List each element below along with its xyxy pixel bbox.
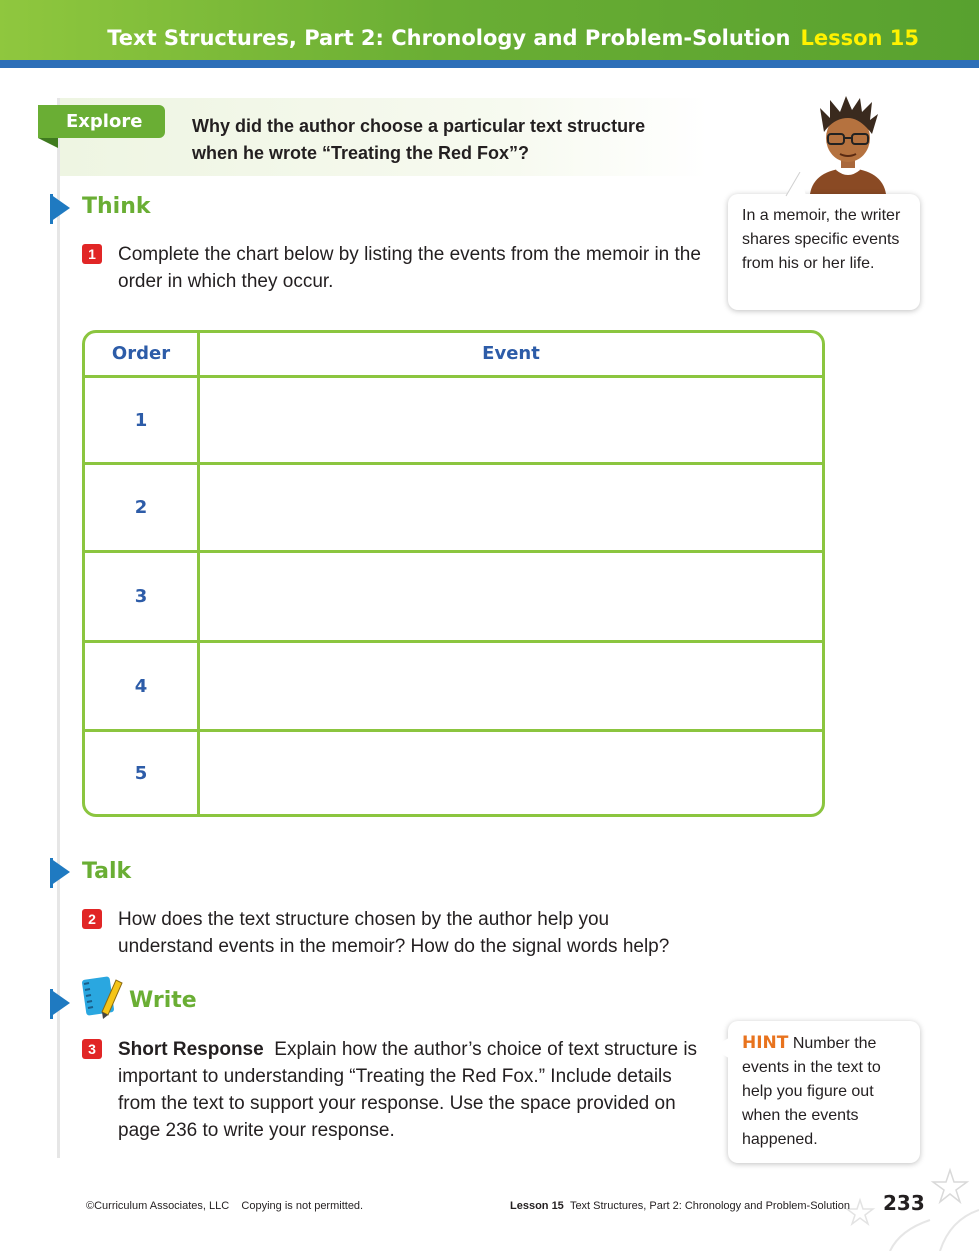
chart-order-4: 4: [134, 675, 148, 697]
talk-flag-stem: [50, 858, 53, 888]
hint-bubble-tail: [712, 1036, 732, 1060]
explore-question-line1: Why did the author choose a particular text structure: [192, 116, 646, 136]
page-number: 233: [883, 1191, 925, 1215]
memoir-note-bubble: [728, 194, 920, 310]
header-stripe: [0, 60, 979, 68]
chart-event-4[interactable]: [200, 643, 822, 729]
chart-event-2[interactable]: [200, 465, 822, 550]
talk-question: How does the text structure chosen by the author help you understand events in the memoir? How do the signal words help?: [118, 909, 670, 957]
short-response-label: Short Response: [118, 1039, 264, 1060]
chart-order-2: 2: [134, 497, 148, 518]
hint-label: HINT: [742, 1033, 789, 1053]
explore-tab-fold: [38, 138, 58, 148]
talk-flag-icon: [50, 858, 70, 886]
chart-row: [85, 732, 822, 814]
footer-lesson-info: [510, 1200, 850, 1212]
explore-question-line2: when he wrote “Treating the Red Fox”?: [192, 143, 530, 163]
question-number-1: 1: [82, 244, 102, 264]
write-title: Write: [129, 988, 197, 1013]
hint-bubble: [728, 1021, 920, 1163]
think-question: Complete the chart below by listing the events from the memoir in the order in which they occur.: [118, 244, 701, 292]
explore-question: [192, 113, 712, 167]
write-flag-icon: [50, 989, 70, 1017]
chart-row: [85, 643, 822, 729]
memoir-note-text: In a memoir, the writer shares specific events from his or her life.: [742, 207, 901, 272]
notebook-pencil-icon: [80, 972, 124, 1020]
question-number-3: 3: [82, 1039, 102, 1059]
chart-order-5: 5: [134, 762, 148, 784]
write-question-text: Explain how the author’s choice of text structure is important to understanding “Treating the Red Fox.” Include details from the text to support your response. Use the space provided on page 236 to write your response.: [118, 1039, 698, 1141]
bubble-tail: [782, 172, 808, 198]
lesson-title: Text Structures, Part 2: Chronology and Problem-Solution: [107, 26, 791, 50]
think-flag-icon: [50, 194, 70, 222]
write-question: [118, 1036, 713, 1144]
chart-event-1[interactable]: [200, 378, 822, 462]
lesson-number: Lesson 15: [800, 26, 919, 50]
chart-row: [85, 553, 822, 640]
chart-row: [85, 465, 822, 550]
chart-order-3: 3: [134, 586, 148, 607]
hint-text: Number the events in the text to help you figure out when the events happened.: [742, 1035, 881, 1148]
explore-tab: Explore: [38, 105, 165, 138]
think-title: Think: [82, 194, 151, 219]
write-flag-stem: [50, 989, 53, 1019]
chart-header-row: [85, 333, 822, 378]
question-number-2: 2: [82, 909, 102, 929]
chart-row: [85, 378, 822, 462]
page-header-title: [107, 26, 919, 50]
chart-order-1: 1: [134, 409, 148, 431]
think-flag-stem: [50, 194, 53, 224]
footer-lesson: Lesson 15: [510, 1200, 564, 1212]
footer-copyright: ©Curriculum Associates, LLC Copying is not permitted.: [86, 1200, 364, 1212]
chart-header-event: Event: [482, 343, 540, 364]
talk-title: Talk: [82, 859, 132, 884]
footer-lesson-title: Text Structures, Part 2: Chronology and Problem-Solution: [569, 1200, 850, 1212]
chart-header-order: Order: [111, 343, 171, 364]
chart-event-3[interactable]: [200, 553, 822, 640]
chart-event-5[interactable]: [200, 732, 822, 814]
student-character-illustration: [800, 94, 896, 194]
events-chart: [82, 330, 825, 817]
